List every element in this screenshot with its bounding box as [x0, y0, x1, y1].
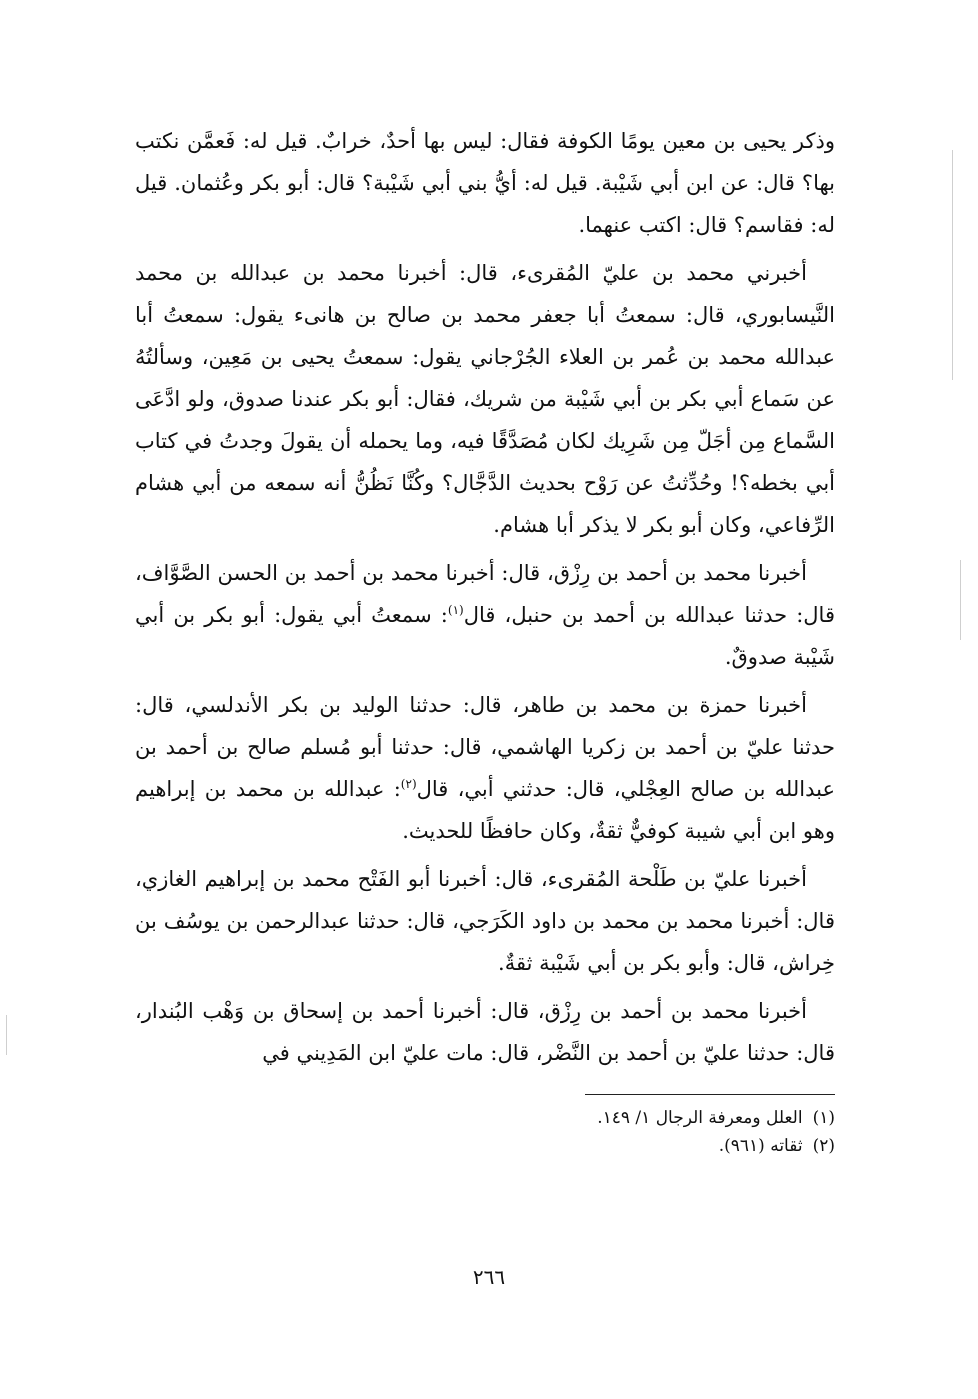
page-number: ٢٦٦ — [472, 1265, 506, 1289]
scan-edge-mark — [952, 150, 953, 380]
footnote-text: ثقاته (٩٦١). — [718, 1136, 803, 1156]
paragraph-1: وذكر يحيى بن معين يومًا الكوفة فقال: ليس بها أحدٌ، خرابٌ. قيل له: فَعمَّن نكتب بها؟ قال: عن ابن أبي شَيْبة. قيل له: أيُّ بني أبي شَيْبة؟ قال: أبو بكر وعُثمان. قيل له: فقاسم؟ قال: اكتب عنهما. — [135, 129, 835, 237]
paragraph-4-text: أخبرنا حمزة بن محمد بن طاهر، قال: حدثنا الوليد بن بكر الأندلسي، قال: حدثنا عليّ بن أحمد بن زكريا الهاشمي، قال: حدثنا أبو مُسلم صالح بن أحمد بن عبدالله بن صالح العِجْلي، قال: حدثني أبي، قال — [135, 693, 836, 801]
paragraph-6: أخبرنا محمد بن أحمد بن رِزْق، قال: أخبرنا أحمد بن إسحاق بن وَهْب البُندار، قال: حدثنا عليّ بن أحمد بن النَّضْر، قال: مات عليّ ابن المَدِيني في — [135, 999, 835, 1065]
paragraph-2: أخبرني محمد بن عليّ المُقرىء، قال: أخبرنا محمد بن عبدالله بن محمد النَّيسابوري، قال: سمعتُ أبا جعفر محمد بن صالح بن هانىء يقول: سمعتُ أبا عبدالله محمد بن عُمر بن العلاء الجُرْجاني يقول: سمعتُ يحيى بن مَعِين، وسألتُهُ عن سَماع أبي بكر بن أبي شَيْبة من شريك، فقال: أبو بكر عندنا صدوق، ولو ادَّعَى السَّماع مِن أجَلّ مِن شَرِيك لكان مُصَدَّقًا فيه، وما يحمله أن يقولَ وجدتُ في كتاب أبي بخطه؟! وحُدِّثتُ عن رَوْح بحديث الدَّجَّال؟ وكُنَّا نَظُنُّ أنه سمعه من أبي هشام الرِّفاعي، وكان أبو بكر لا يذكر أبا هشام. — [135, 261, 835, 537]
main-text — [135, 120, 835, 1080]
scan-edge-mark — [6, 1015, 7, 1055]
footnote-number: (٢) — [812, 1136, 835, 1156]
paragraph-5: أخبرنا عليّ بن طَلْحة المُقرىء، قال: أخبرنا أبو الفَتْح محمد بن إبراهيم الغازي، قال: أخبرنا محمد بن محمد بن داود الكَرَجي، قال: حدثنا عبدالرحمن بن يوسُف بن خِراش، قال: وأبو بكر بن أبي شَيْبة ثقةٌ. — [135, 867, 835, 975]
paragraph-3 — [135, 552, 835, 678]
footnote-number: (١) — [812, 1108, 835, 1128]
footnote-ref-1: (١) — [447, 603, 464, 617]
footnote-ref-2: (٢) — [400, 777, 417, 791]
paragraph-4-text-cont: : عبدالله بن محمد بن إبراهيم وهو ابن أبي شيبة كوفيٌّ ثقةٌ، وكان حافظًا للحديث. — [135, 777, 835, 843]
footnote-2 — [400, 1132, 835, 1160]
paragraph-4 — [135, 684, 835, 852]
paragraph-3-text: أخبرنا محمد بن أحمد بن رِزْق، قال: أخبرنا محمد بن أحمد بن الحسن الصَّوَّاف، قال: حدثنا عبدالله بن أحمد بن حنبل، قال — [135, 561, 835, 627]
scan-edge-mark — [960, 560, 961, 640]
footnotes — [400, 1104, 835, 1160]
footnote-text: العلل ومعرفة الرجال ١/ ١٤٩. — [597, 1108, 803, 1128]
footnote-divider — [585, 1094, 835, 1095]
paragraph-3-text-cont: : سمعتُ أبي يقول: أبو بكر بن أبي شَيْبة صدوقٌ. — [135, 603, 835, 669]
footnote-1 — [400, 1104, 835, 1132]
